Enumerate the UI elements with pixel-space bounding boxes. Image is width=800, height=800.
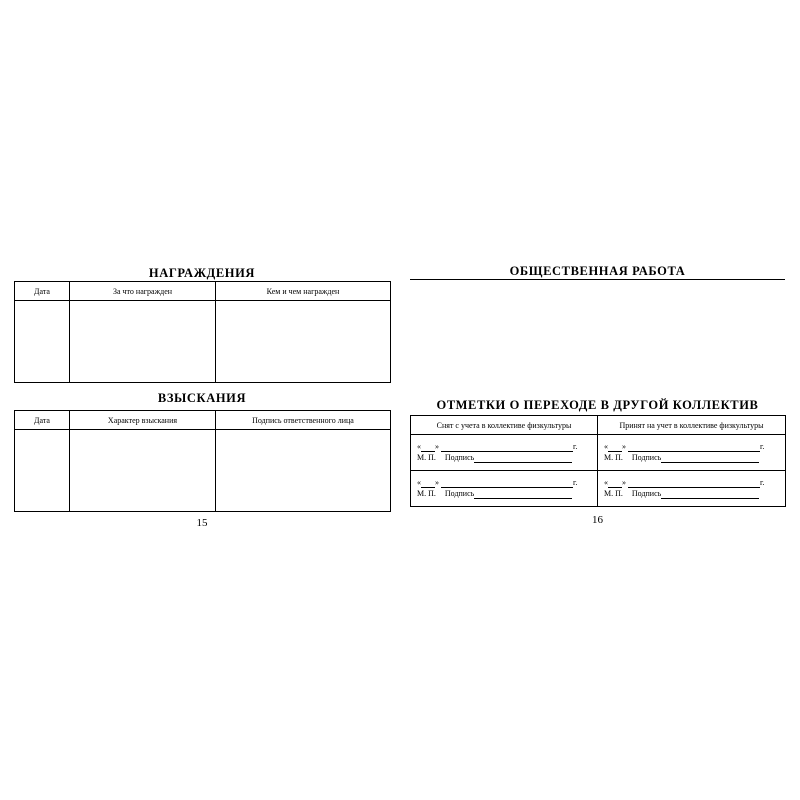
month-blank[interactable] <box>628 479 760 488</box>
transfer-accepted-entry-1[interactable] <box>598 435 786 471</box>
date-close-quote: » <box>622 442 626 451</box>
awards-title: НАГРАЖДЕНИЯ <box>148 266 256 280</box>
signature-line <box>417 488 593 499</box>
penalties-title: ВЗЫСКАНИЯ <box>157 391 247 405</box>
penalties-col-nature: Характер взыскания <box>70 411 216 430</box>
year-suffix: г. <box>573 442 578 451</box>
awards-col-reason: За что награжден <box>70 282 216 301</box>
date-line <box>604 441 781 452</box>
awards-col-by-whom: Кем и чем награжден <box>216 282 391 301</box>
year-suffix: г. <box>573 478 578 487</box>
day-blank[interactable] <box>421 479 435 488</box>
signature-line <box>604 452 781 463</box>
signature-blank[interactable] <box>474 454 572 463</box>
signature-line <box>417 452 593 463</box>
penalties-table <box>14 410 391 512</box>
signature-label: Подпись <box>444 453 475 462</box>
date-open-quote: « <box>604 442 608 451</box>
page-number-right: 16 <box>592 514 603 526</box>
date-close-quote: » <box>435 442 439 451</box>
date-line <box>417 477 593 488</box>
signature-blank[interactable] <box>661 454 759 463</box>
month-blank[interactable] <box>441 443 573 452</box>
signature-label: Подпись <box>631 489 662 498</box>
signature-blank[interactable] <box>661 490 759 499</box>
date-open-quote: « <box>417 478 421 487</box>
penalties-nature-cell[interactable] <box>70 430 216 512</box>
stamp-label: М. П. <box>417 489 436 498</box>
transfer-title: ОТМЕТКИ О ПЕРЕХОДЕ В ДРУГОЙ КОЛЛЕКТИВ <box>436 398 759 412</box>
transfer-col-removed: Снят с учета в коллективе физкультуры <box>411 416 598 435</box>
signature-label: Подпись <box>444 489 475 498</box>
year-suffix: г. <box>760 442 765 451</box>
awards-col-date: Дата <box>15 282 70 301</box>
transfer-removed-entry-1[interactable] <box>411 435 598 471</box>
day-blank[interactable] <box>608 443 622 452</box>
stamp-label: М. П. <box>604 453 623 462</box>
signature-label: Подпись <box>631 453 662 462</box>
awards-table <box>14 281 391 383</box>
penalties-col-date: Дата <box>15 411 70 430</box>
transfer-accepted-entry-2[interactable] <box>598 471 786 507</box>
public-work-title: ОБЩЕСТВЕННАЯ РАБОТА <box>509 264 686 278</box>
transfer-col-accepted: Принят на учет в коллективе физкультуры <box>598 416 786 435</box>
awards-reason-cell[interactable] <box>70 301 216 383</box>
page-number-left: 15 <box>196 517 208 529</box>
penalties-signature-cell[interactable] <box>216 430 391 512</box>
date-line <box>417 441 593 452</box>
month-blank[interactable] <box>628 443 760 452</box>
date-open-quote: « <box>417 442 421 451</box>
year-suffix: г. <box>760 478 765 487</box>
date-close-quote: » <box>435 478 439 487</box>
transfer-table <box>410 415 786 507</box>
penalties-date-cell[interactable] <box>15 430 70 512</box>
penalties-col-signature: Подпись ответственного лица <box>216 411 391 430</box>
day-blank[interactable] <box>608 479 622 488</box>
stamp-label: М. П. <box>604 489 623 498</box>
signature-line <box>604 488 781 499</box>
stamp-label: М. П. <box>417 453 436 462</box>
awards-by-whom-cell[interactable] <box>216 301 391 383</box>
month-blank[interactable] <box>441 479 573 488</box>
date-open-quote: « <box>604 478 608 487</box>
date-close-quote: » <box>622 478 626 487</box>
awards-date-cell[interactable] <box>15 301 70 383</box>
signature-blank[interactable] <box>474 490 572 499</box>
public-work-underline <box>410 279 785 280</box>
day-blank[interactable] <box>421 443 435 452</box>
date-line <box>604 477 781 488</box>
transfer-removed-entry-2[interactable] <box>411 471 598 507</box>
